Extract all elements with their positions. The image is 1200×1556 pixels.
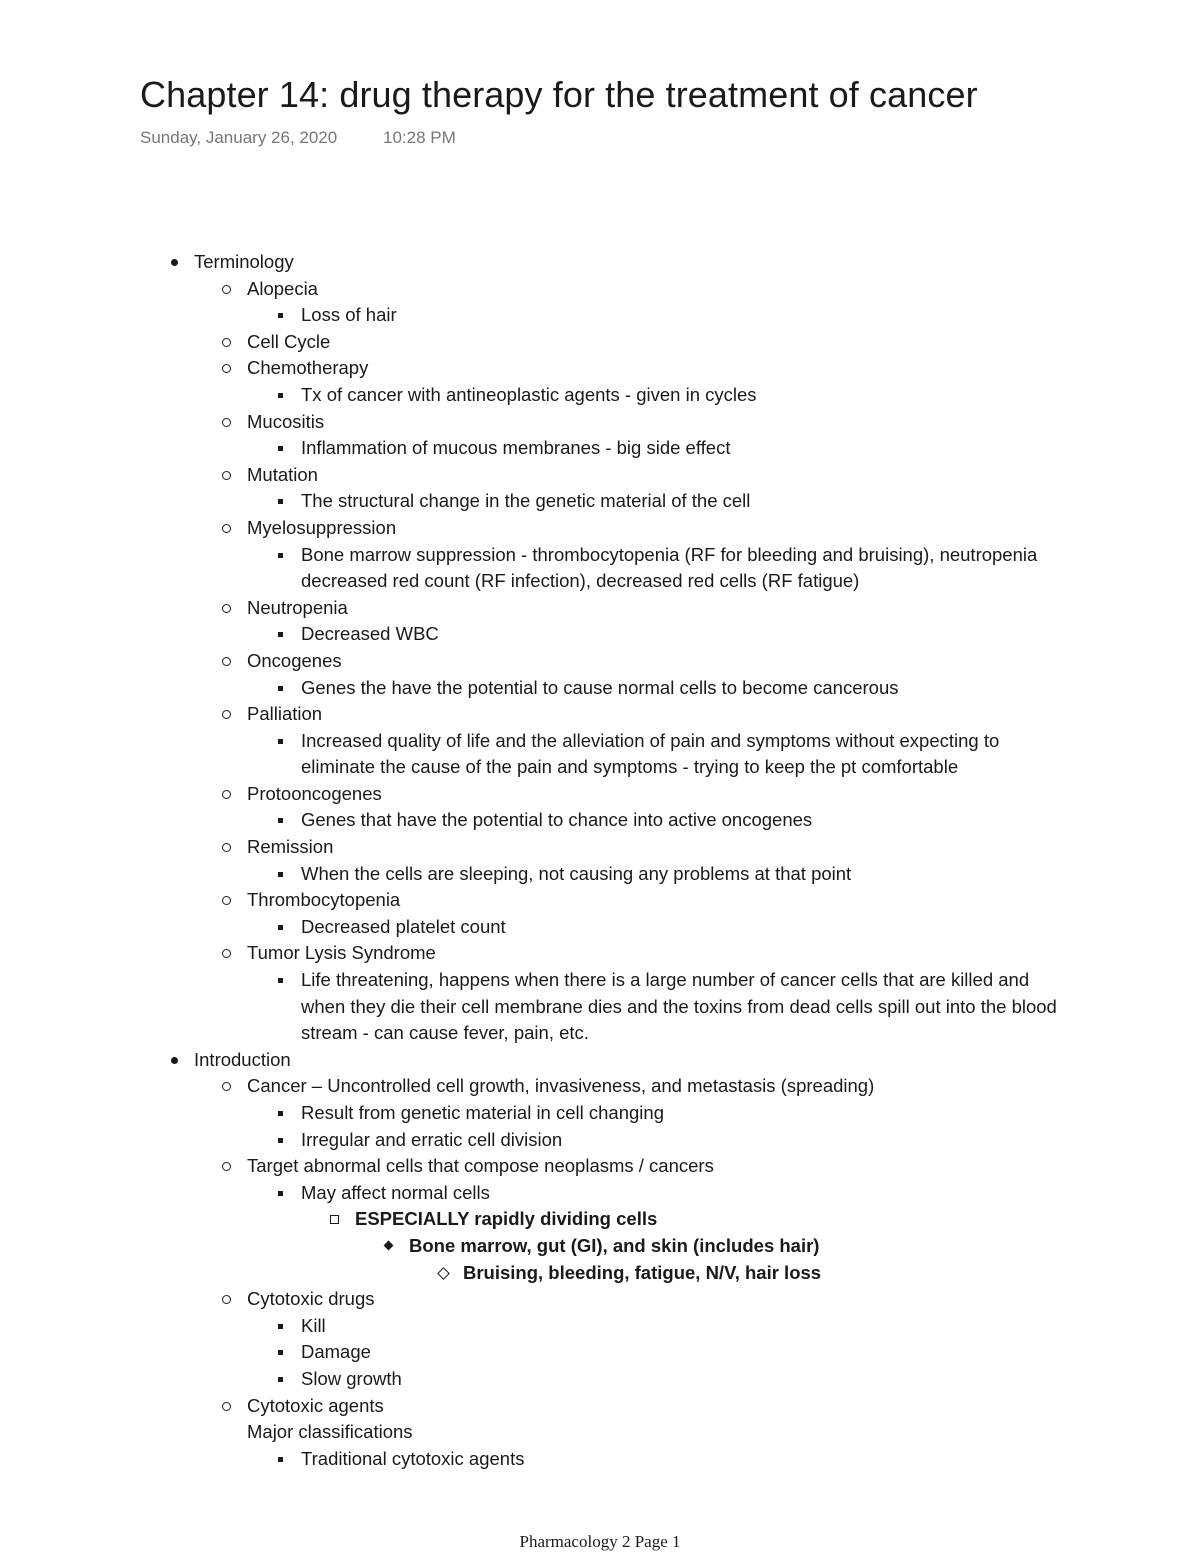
term-label: Myelosuppression <box>247 516 397 538</box>
definition-text: Inflammation of mucous membranes - big side effect <box>301 437 731 459</box>
bullet-circle-icon <box>220 887 242 914</box>
bullet-hollow-square-icon <box>328 1206 350 1233</box>
bullet-diamond-icon <box>382 1233 404 1260</box>
notes-outline <box>168 249 1068 1472</box>
bullet-circle-icon <box>220 781 242 808</box>
section-introduction <box>168 1047 1068 1473</box>
definition-text: Decreased platelet count <box>301 915 506 937</box>
intro-label: Cytotoxic drugs <box>247 1288 375 1310</box>
intro-item <box>220 1286 1068 1392</box>
bullet-square-icon <box>274 1180 296 1207</box>
definition-text: Increased quality of life and the alleviation of pain and symptoms without expecting to eliminate the cause of the pain and symptoms - trying to keep the pt comfortable <box>301 729 1000 778</box>
term-label: Tumor Lysis Syndrome <box>247 942 436 964</box>
bullet-square-icon <box>274 382 296 409</box>
term-item <box>220 329 1068 356</box>
list-item <box>274 1180 1068 1286</box>
term-item <box>220 276 1068 329</box>
definition-text: Life threatening, happens when there is a large number of cancer cells that are killed and when they die their cell membrane dies and the toxins from dead cells spill out into the blood stream - can cause fever, pain, etc. <box>301 969 1057 1044</box>
bullet-square-icon <box>274 914 296 941</box>
intro-item <box>220 1393 1068 1473</box>
bullet-square-icon <box>274 1366 296 1393</box>
list-item <box>436 1260 1068 1287</box>
list-item-text: Damage <box>301 1341 371 1363</box>
bullet-circle-icon <box>220 355 242 382</box>
term-definition <box>274 435 1068 462</box>
list-item-text: Bruising, bleeding, fatigue, N/V, hair loss <box>463 1261 822 1283</box>
list-item-text: Slow growth <box>301 1367 402 1389</box>
term-label: Remission <box>247 836 334 858</box>
definition-text: Decreased WBC <box>301 623 439 645</box>
intro-label: Cytotoxic agents <box>247 1394 384 1416</box>
term-label: Mutation <box>247 463 318 485</box>
definition-text: When the cells are sleeping, not causing any problems at that point <box>301 862 852 884</box>
definition-text: Bone marrow suppression - thrombocytopenia (RF for bleeding and bruising), neutropenia decreased red count (RF infection), decreased red cells (RF fatigue) <box>301 543 1038 592</box>
term-definition <box>274 861 1068 888</box>
bullet-circle-icon <box>220 1153 242 1180</box>
term-definition <box>274 914 1068 941</box>
term-item <box>220 834 1068 887</box>
list-item <box>274 1100 1068 1127</box>
intro-item <box>220 1073 1068 1153</box>
bullet-square-icon <box>274 302 296 329</box>
page-title: Chapter 14: drug therapy for the treatment of cancer <box>140 74 978 115</box>
bullet-square-icon <box>274 807 296 834</box>
term-item <box>220 781 1068 834</box>
term-item <box>220 648 1068 701</box>
bullet-circle-icon <box>220 1073 242 1100</box>
term-definition <box>274 382 1068 409</box>
list-item-text: Result from genetic material in cell changing <box>301 1102 664 1123</box>
bullet-square-icon <box>274 1127 296 1154</box>
term-item <box>220 701 1068 781</box>
term-definition <box>274 542 1068 595</box>
bullet-circle-icon <box>220 1286 242 1313</box>
list-item-text: Irregular and erratic cell division <box>301 1128 563 1150</box>
term-label: Oncogenes <box>247 649 342 671</box>
bullet-circle-icon <box>220 648 242 675</box>
term-definition <box>274 488 1068 515</box>
bullet-square-icon <box>274 1313 296 1340</box>
intro-label: Target abnormal cells that compose neoplasms / cancers <box>247 1155 714 1177</box>
bullet-hollow-diamond-icon <box>436 1260 458 1287</box>
term-label: Alopecia <box>247 277 318 299</box>
term-label: Neutropenia <box>247 596 348 618</box>
bullet-circle-icon <box>220 515 242 542</box>
term-definition <box>274 621 1068 648</box>
term-item <box>220 462 1068 515</box>
note-time: 10:28 PM <box>383 128 456 147</box>
term-definition <box>274 302 1068 329</box>
bullet-disc-icon <box>168 249 190 276</box>
definition-text: Loss of hair <box>301 304 397 326</box>
bullet-square-icon <box>274 435 296 462</box>
bullet-disc-icon <box>168 1047 190 1074</box>
intro-sublabel: Major classifications <box>247 1421 413 1443</box>
section-terminology <box>168 249 1068 1047</box>
term-definition <box>274 967 1068 1047</box>
definition-text: Genes the have the potential to cause normal cells to become cancerous <box>301 676 899 698</box>
list-item <box>382 1233 1068 1286</box>
bullet-square-icon <box>274 1446 296 1473</box>
section-label: Terminology <box>194 251 294 272</box>
list-item-text: May affect normal cells <box>301 1181 490 1203</box>
list-item <box>274 1339 1068 1366</box>
intro-label: Cancer – Uncontrolled cell growth, invasiveness, and metastasis (spreading) <box>247 1075 875 1097</box>
bullet-circle-icon <box>220 462 242 489</box>
bullet-square-icon <box>274 728 296 755</box>
list-item <box>274 1313 1068 1340</box>
bullet-square-icon <box>274 861 296 888</box>
bullet-circle-icon <box>220 940 242 967</box>
term-label: Protooncogenes <box>247 782 382 804</box>
bullet-circle-icon <box>220 276 242 303</box>
bullet-circle-icon <box>220 834 242 861</box>
bullet-square-icon <box>274 967 296 994</box>
bullet-circle-icon <box>220 701 242 728</box>
term-label: Cell Cycle <box>247 330 331 352</box>
bullet-square-icon <box>274 621 296 648</box>
list-item <box>274 1366 1068 1393</box>
term-item <box>220 409 1068 462</box>
section-label: Introduction <box>194 1048 291 1070</box>
term-item <box>220 595 1068 648</box>
note-date: Sunday, January 26, 2020 <box>140 128 338 147</box>
bullet-circle-icon <box>220 329 242 356</box>
definition-text: The structural change in the genetic material of the cell <box>301 490 751 512</box>
list-item <box>328 1206 1068 1286</box>
bullet-square-icon <box>274 542 296 569</box>
outline-level-1 <box>168 249 1068 1472</box>
list-item <box>274 1127 1068 1154</box>
term-item <box>220 940 1068 1046</box>
term-definition <box>274 675 1068 702</box>
term-label: Chemotherapy <box>247 357 369 379</box>
bullet-circle-icon <box>220 1393 242 1420</box>
term-label: Palliation <box>247 703 323 725</box>
term-item <box>220 515 1068 595</box>
term-item <box>220 887 1068 940</box>
term-label: Mucositis <box>247 410 325 432</box>
list-item <box>274 1446 1068 1473</box>
list-item-text: ESPECIALLY rapidly dividing cells <box>355 1208 658 1230</box>
bullet-circle-icon <box>220 409 242 436</box>
bullet-circle-icon <box>220 595 242 622</box>
term-label: Thrombocytopenia <box>247 889 401 911</box>
intro-item <box>220 1153 1068 1286</box>
list-item-text: Bone marrow, gut (GI), and skin (includes hair) <box>409 1234 820 1256</box>
bullet-square-icon <box>274 488 296 515</box>
bullet-square-icon <box>274 1100 296 1127</box>
term-definition <box>274 728 1068 781</box>
definition-text: Tx of cancer with antineoplastic agents - given in cycles <box>301 383 757 405</box>
bullet-square-icon <box>274 675 296 702</box>
bullet-square-icon <box>274 1339 296 1366</box>
term-item <box>220 355 1068 408</box>
term-definition <box>274 807 1068 834</box>
list-item-text: Kill <box>301 1314 326 1336</box>
page-footer: Pharmacology 2 Page 1 <box>519 1532 681 1551</box>
list-item-text: Traditional cytotoxic agents <box>301 1447 525 1469</box>
definition-text: Genes that have the potential to chance into active oncogenes <box>301 809 813 831</box>
